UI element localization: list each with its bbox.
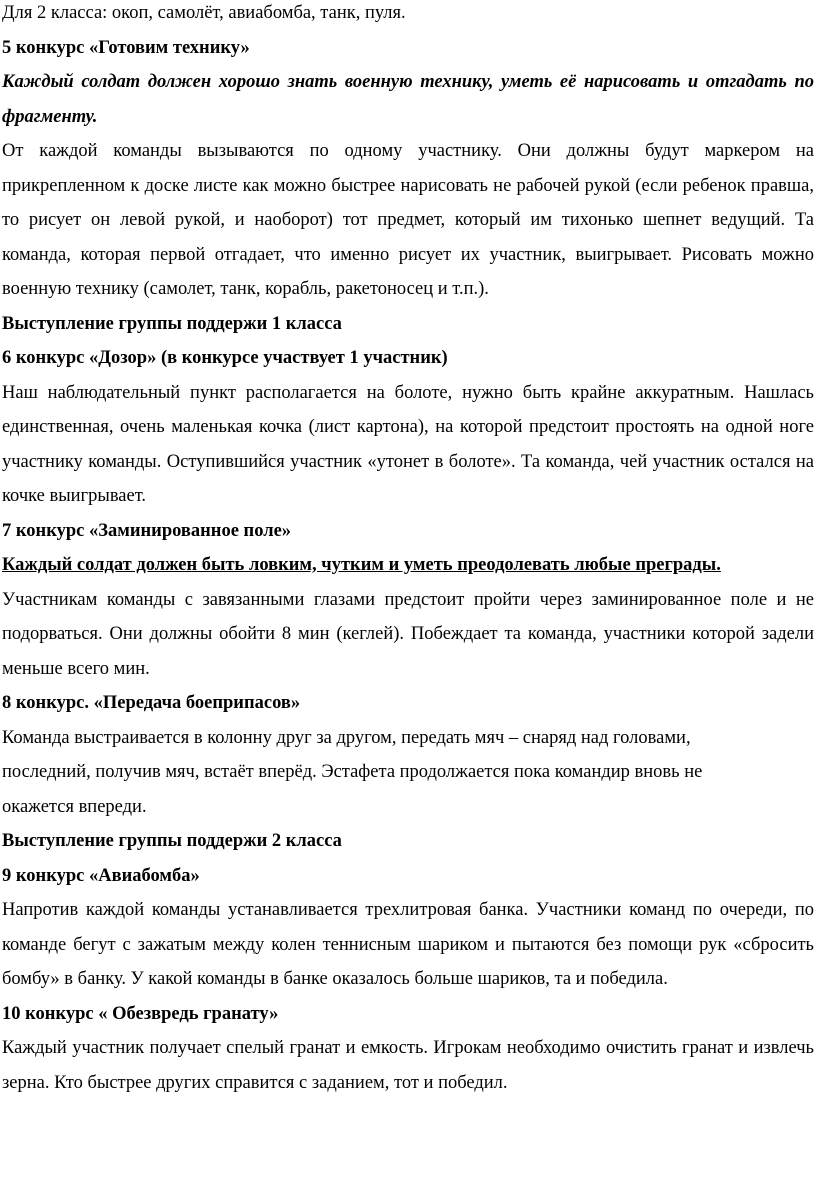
contest-8-line-1: Команда выстраивается в колонну друг за другом, передать мяч – снаряд над головами, [2, 727, 691, 748]
contest-9-heading: 9 конкурс «Авиабомба» [2, 865, 200, 886]
contest-5-heading: 5 конкурс «Готовим технику» [2, 37, 250, 58]
contest-8-line-2: последний, получив мяч, встаёт вперёд. Эстафета продолжается пока командир вновь не [2, 762, 703, 782]
contest-7-motto: Каждый солдат должен быть ловким, чутким и уметь преодолевать любые преграды. [2, 555, 721, 575]
contest-6-heading: 6 конкурс «Дозор» (в конкурсе участвует 1 участник) [2, 348, 448, 368]
contest-8-line-3: окажется впереди. [2, 796, 147, 817]
contest-6-description: Наш наблюдательный пункт располагается на болоте, нужно быть крайне аккуратным. Нашлась единственная, очень маленькая кочка (лист картона), на которой предстоит простоять на одной ноге участнику команды. Оступившийся участник «утонет в болоте». Та команда, чей участник остался на кочке выигрывает. [2, 382, 814, 506]
contest-10-heading: 10 конкурс « Обезвредь гранату» [2, 1003, 279, 1024]
contest-7-description: Участникам команды с завязанными глазами предстоит пройти через заминированное поле и не подорваться. Они должны обойти 8 мин (кеглей). Побеждает та команда, участники которой задели меньше всего мин. [2, 589, 814, 679]
support-group-1-heading: Выступление группы поддержи 1 класса [2, 313, 342, 334]
contest-5-motto: Каждый солдат должен хорошо знать военную технику, уметь её нарисовать и отгадать по фрагменту. [2, 72, 814, 127]
intro-line: Для 2 класса: окоп, самолёт, авиабомба, танк, пуля. [2, 3, 406, 23]
contest-9-description: Напротив каждой команды устанавливается трехлитровая банка. Участники команд по очереди, по команде бегут с зажатым между колен теннисным шариком и пытаются без помощи рук «сбросить бомбу» в банку. У какой команды в банке оказалось больше шариков, та и победила. [2, 900, 814, 989]
contest-7-heading: 7 конкурс «Заминированное поле» [2, 520, 292, 541]
document-page [2, 0, 814, 1100]
support-group-2-heading: Выступление группы поддержи 2 класса [2, 831, 342, 851]
contest-8-description [2, 721, 814, 825]
contest-5-description: От каждой команды вызываются по одному участнику. Они должны будут маркером на прикрепленном к доске листе как можно быстрее нарисовать не рабочей рукой (если ребенок правша, то рисует он левой рукой, и наоборот) тот предмет, который им тихонько шепнет ведущий. Та команда, которая первой отгадает, что именно рисует их участник, выигрывает. Рисовать можно военную технику (самолет, танк, корабль, ракетоносец и т.п.). [2, 141, 814, 299]
contest-8-heading: 8 конкурс. «Передача боеприпасов» [2, 693, 301, 713]
contest-10-description: Каждый участник получает спелый гранат и емкость. Игрокам необходимо очистить гранат и извлечь зерна. Кто быстрее других справится с заданием, тот и победил. [2, 1038, 814, 1093]
